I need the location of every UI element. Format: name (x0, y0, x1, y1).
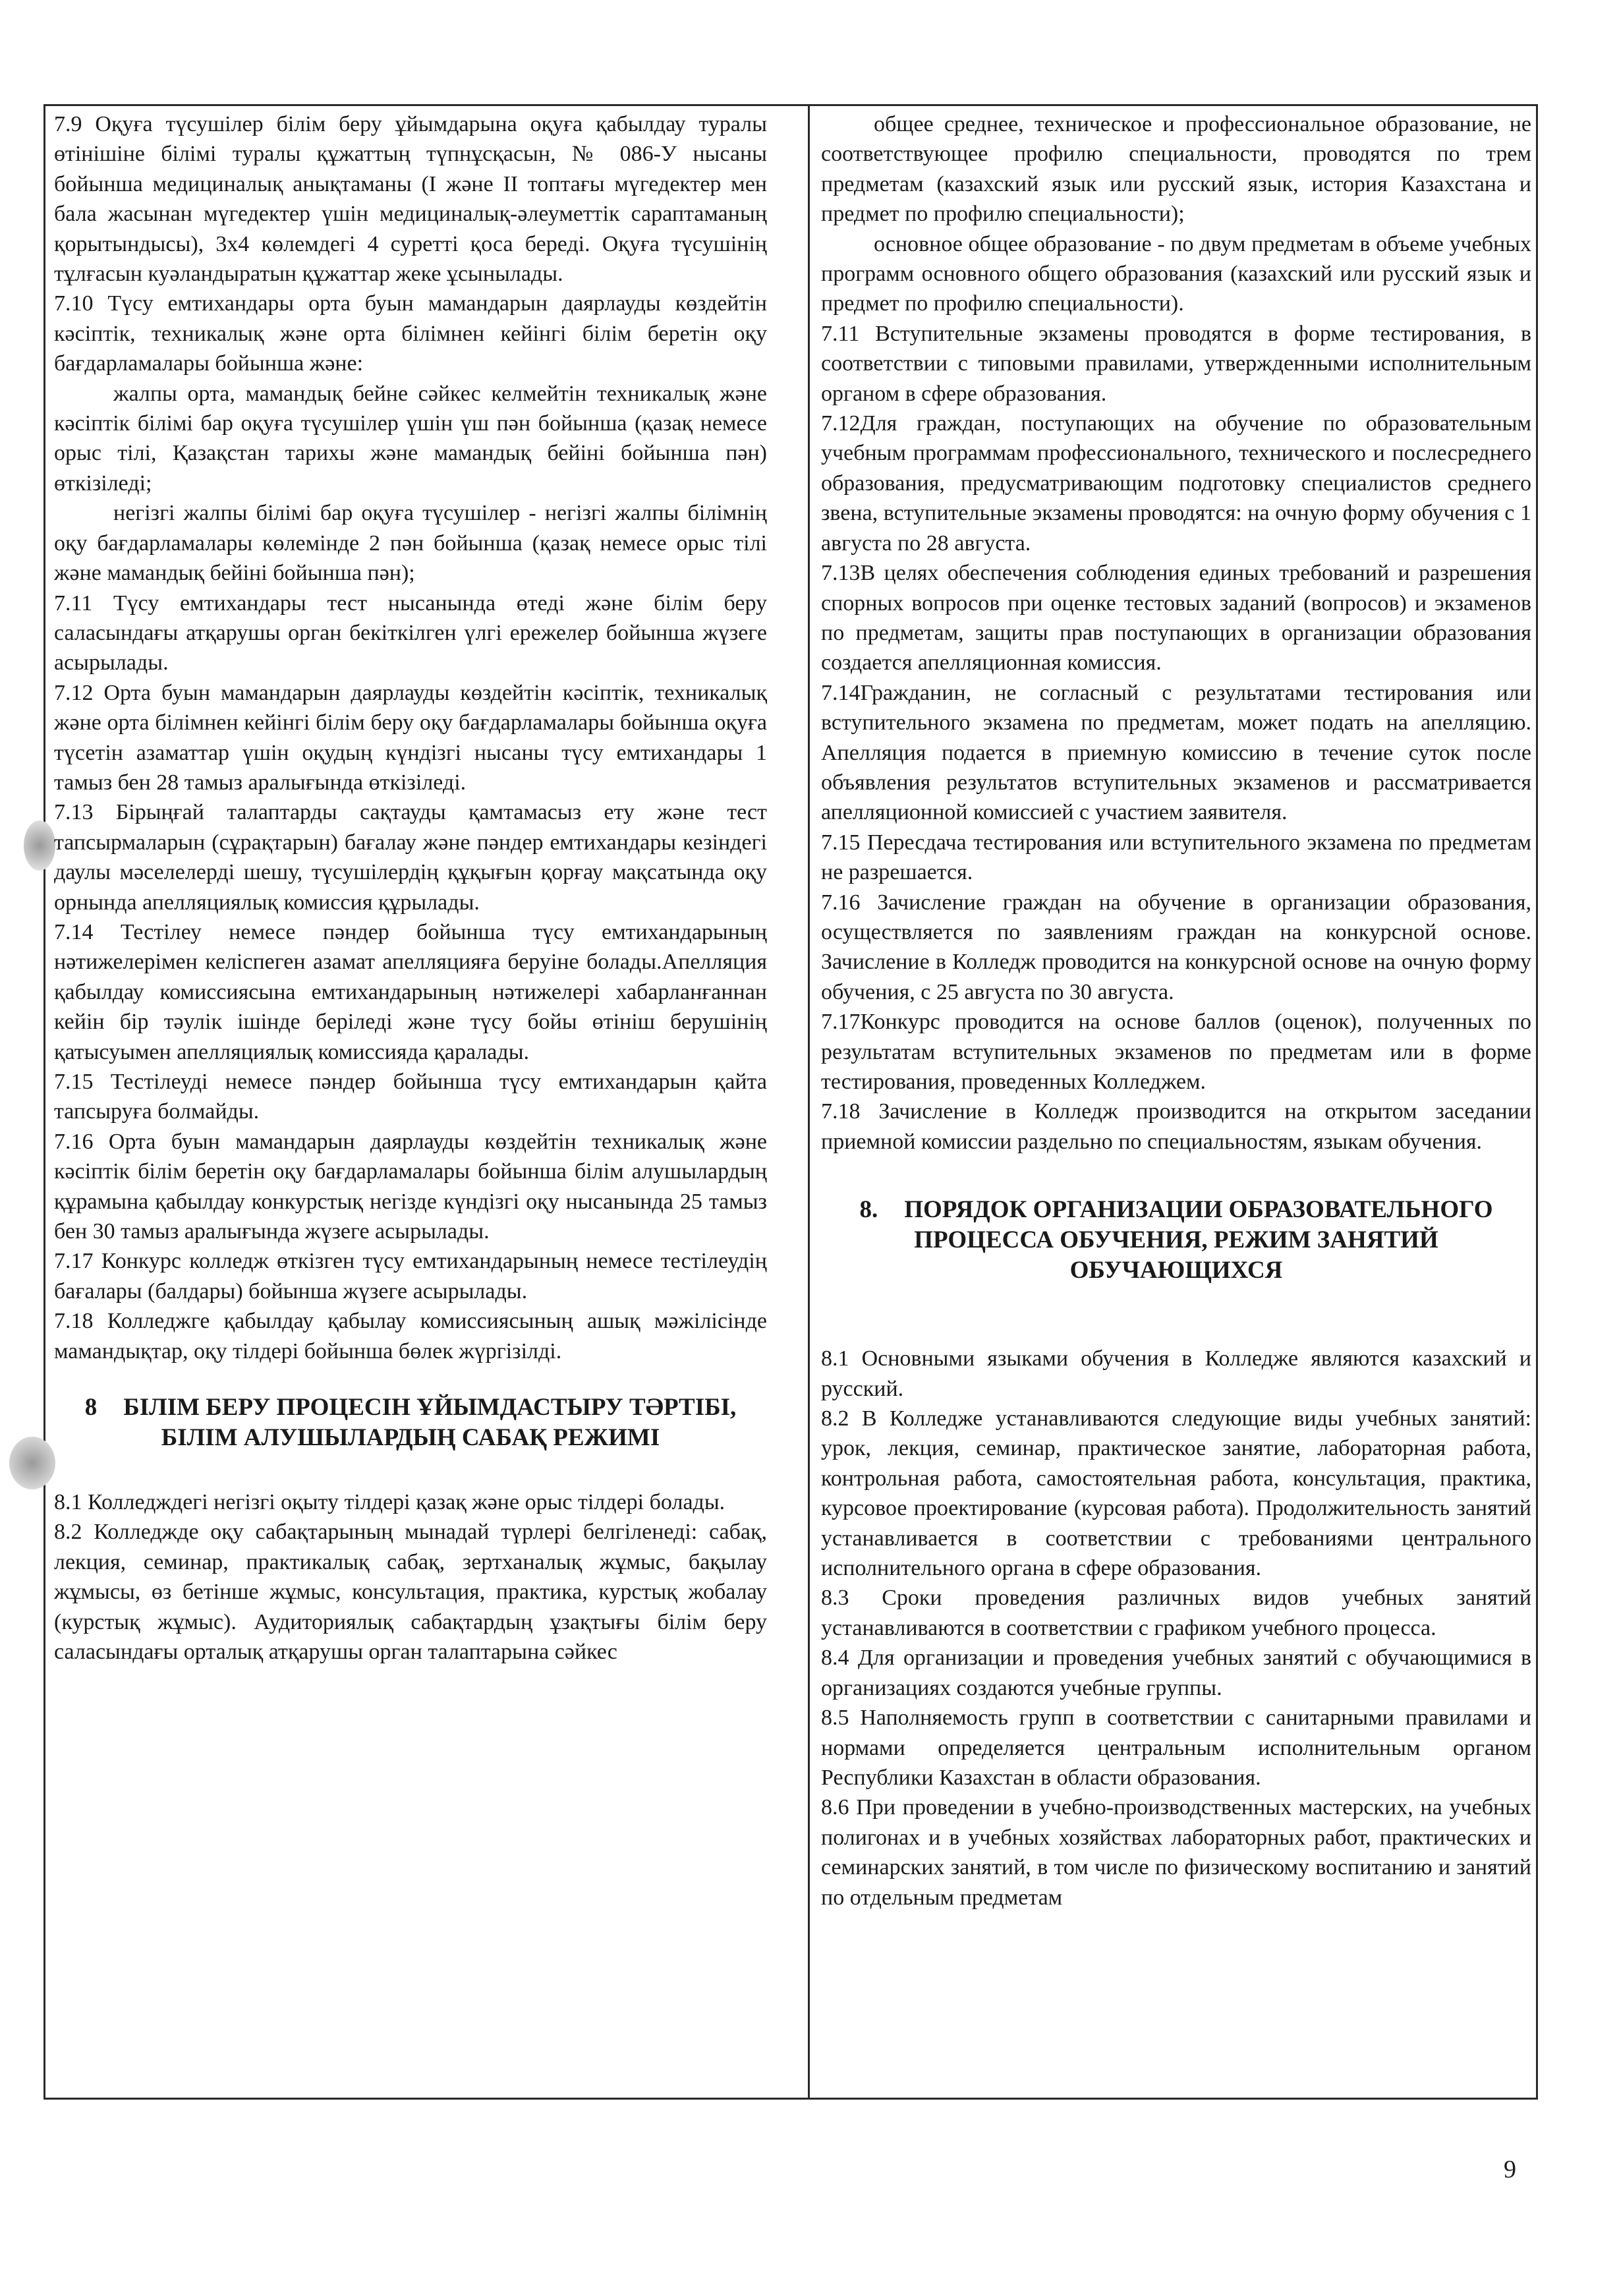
paragraph-7-10: 7.10 Түсу емтихандары орта буын мамандарын даярлауды көздейтін кәсіптік, техникалық және орта білімнен кейінгі білім беретін оқу бағдарламалары бойынша және: (54, 291, 767, 376)
paragraph-7-17: 7.17 Конкурс колледж өткізген түсу емтихандарының немесе тестілеудің бағалары (балдары) бойынша жүзеге асырылады. (54, 1249, 767, 1304)
paragraph-7-10-basic: негізгі жалпы білімі бар оқуға түсушілер - негізгі жалпы білімнің оқу бағдарламалары көлемінде 2 пән бойынша (қазақ немесе орыс тілі және мамандық бейіні бойынша пән); (54, 501, 767, 586)
paragraph-7-17: 7.17Конкурс проводится на основе баллов (оценок), полученных по результатам вступительных экзаменов по предметам или в форме тестирования, проведенных Колледжем. (821, 1010, 1531, 1094)
paragraph-7-14: 7.14Гражданин, не согласный с результатами тестирования или вступительного экзамена по предметам, может подать на апелляцию. Апелляция подается в приемную комиссию в течение суток после объявления результатов вступительных экзаменов и рассматривается апелляционной комиссией с участием заявителя. (821, 680, 1531, 825)
paragraph-7-15: 7.15 Пересдача тестирования или вступительного экзамена по предметам не разрешается. (821, 830, 1531, 885)
paragraph-8-1: 8.1 Колледждегі негізгі оқыту тілдері қазақ және орыс тілдері болады. (54, 1490, 725, 1515)
paragraph-7-11: 7.11 Вступительные экзамены проводятся в форме тестирования, в соответствии с типовыми правилами, утвержденными исполнительным органом в сфере образования. (821, 321, 1531, 406)
punch-hole-bottom (9, 1437, 55, 1489)
section-title: ПОРЯДОК ОРГАНИЗАЦИИ ОБРАЗОВАТЕЛЬНОГО ПРОЦЕССА ОБУЧЕНИЯ, РЕЖИМ ЗАНЯТИЙ ОБУЧАЮЩИХСЯ (904, 1196, 1493, 1284)
section-8-heading (828, 1195, 1525, 1286)
paragraph-8-6: 8.6 При проведении в учебно-производственных мастерских, на учебных полигонах и в учебных хозяйствах лабораторных работ, практических и семинарских занятий, в том числе по физическому воспитанию и занятий по отдельным предметам (821, 1795, 1531, 1910)
column-divider (808, 104, 810, 2100)
paragraph-8-2: 8.2 Колледжде оқу сабақтарының мынадай түрлері белгіленеді: сабақ, лекция, семинар, практикалық сабақ, зертханалық жұмыс, бақылау жұмысы, өз бетінше жұмыс, консультация, практика, курстық жобалау (курстық жұмыс). Аудиториялық сабақтардың ұзақтығы білім беру саласындағы орталық атқарушы орган талаптарына сәйкес (54, 1520, 767, 1665)
paragraph-8-5: 8.5 Наполняемость групп в соответствии с санитарными правилами и нормами определяется центральным исполнительным органом Республики Казахстан в области образования. (821, 1706, 1531, 1790)
punch-hole-top (24, 820, 55, 871)
paragraph-basic-general: основное общее образование - по двум предметам в объеме учебных программ основного общего образования (казахский или русский язык и предмет по профилю специальности). (821, 231, 1531, 316)
section-title: БІЛІМ БЕРУ ПРОЦЕСІН ҰЙЫМДАСТЫРУ ТӘРТІБІ, БІЛІМ АЛУШЫЛАРДЫҢ САБАҚ РЕЖИМІ (123, 1394, 737, 1452)
paragraph-7-12: 7.12Для граждан, поступающих на обучение по образовательным учебным программам профессионального, технического и послесреднего образования, предусматривающим подготовку специалистов среднего звена, вступительные экзамены проводятся: на очную форму обучения с 1 августа по 28 августа. (821, 411, 1531, 556)
paragraph-7-16: 7.16 Орта буын мамандарын даярлауды көздейтін техникалық және кәсіптік білім беретін оқу бағдарламалары бойынша білім алушылардың құрамына қабылдау конкурстық негізде күндізгі оқу нысанында 25 тамыз бен 30 тамыз аралығында жүзеге асырылады. (54, 1129, 767, 1244)
section-number: 8 (84, 1394, 98, 1421)
section-8-heading (67, 1392, 754, 1453)
paragraph-7-15: 7.15 Тестілеуді немесе пәндер бойынша түсу емтихандарын қайта тапсыруға болмайды. (54, 1070, 767, 1124)
paragraph-7-18: 7.18 Колледжге қабылдау қабылау комиссиясының ашық мәжілісінде мамандықтар, оқу тілдері бойынша бөлек жүргізілді. (54, 1309, 767, 1363)
paragraph-7-10-general: жалпы орта, мамандық бейне сәйкес келмейтін техникалық және кәсіптік білімі бар оқуға түсушілер үшін үш пән бойынша (қазақ немесе орыс тілі, Қазақстан тарихы және мамандық бейіні бойынша пән) өткізіледі; (54, 381, 767, 496)
section-number: 8. (859, 1196, 878, 1224)
paragraph-7-18: 7.18 Зачисление в Колледж производится на открытом заседании приемной комиссии раздельно по специальностям, языкам обучения. (821, 1099, 1531, 1154)
paragraph-7-13: 7.13 Бірыңғай талаптарды сақтауды қамтамасыз ету және тест тапсырмаларын (сұрақтарын) бағалау және пәндер емтихандары кезіндегі даулы мәселелерді шешу, түсушілердің құқығын қорғау мақсатында оқу орнында апелляциялық комиссия құрылады. (54, 800, 767, 915)
paragraph-7-16: 7.16 Зачисление граждан на обучение в организации образования, осуществляется по заявлениям граждан на конкурсной основе. Зачисление в Колледж проводится на конкурсной основе на очную форму обучения, с 25 августа по 30 августа. (821, 890, 1531, 1004)
paragraph-8-4: 8.4 Для организации и проведения учебных занятий с обучающимися в организациях создаются учебные группы. (821, 1646, 1531, 1700)
paragraph-8-2: 8.2 В Колледже устанавливаются следующие виды учебных занятий: урок, лекция, семинар, практическое занятие, лабораторная работа, контрольная работа, самостоятельная работа, консультация, практика, курсовое проектирование (курсовая работа). Продолжительность занятий устанавливается в соответствии с требованиями центрального исполнительного органа в сфере образования. (821, 1406, 1531, 1581)
paragraph-8-1: 8.1 Основными языками обучения в Колледже являются казахский и русский. (821, 1346, 1531, 1401)
paragraph-general-secondary: общее среднее, техническое и профессиональное образование, не соответствующее профилю специальности, проводятся по трем предметам (казахский язык или русский язык, история Казахстана и предмет по профилю специальности); (821, 112, 1531, 227)
left-column-kazakh (54, 109, 767, 1667)
paragraph-7-9: 7.9 Оқуға түсушілер білім беру ұйымдарына оқуға қабылдау туралы өтінішіне білімі туралы құжаттың түпнұсқасын, № 086-У нысаны бойынша медициналық анықтаманы (I және II топтағы мүгедектер мен бала жасынан мүгедектер үшін медициналық-әлеуметтік сараптаманың қорытындысы), 3x4 көлемдегі 4 суретті қоса береді. Оқуға түсушінің тұлғасын куәландыратын құжаттар жеке ұсынылады. (54, 112, 767, 287)
paragraph-8-3: 8.3 Сроки проведения различных видов учебных занятий устанавливаются в соответствии с графиком учебного процесса. (821, 1586, 1531, 1640)
paragraph-7-14: 7.14 Тестілеу немесе пәндер бойынша түсу емтихандарының нәтижелерімен келіспеген азамат апелляцияға беруіне болады.Апелляция қабылдау комиссиясына емтихандарының нәтижелері хабарланғаннан кейін бір тәулік ішінде беріледі және түсу бойы өтініш берушінің қатысуымен апелляциялық комиссияда қаралады. (54, 919, 767, 1064)
paragraph-7-12: 7.12 Орта буын мамандарын даярлауды көздейтін кәсіптік, техникалық және орта білімнен кейінгі білім беру оқу бағдарламалары бойынша оқуға түсетін азаматтар үшін оқудың күндізгі нысаны түсу емтихандары 1 тамыз бен 28 тамыз аралығында өткізіледі. (54, 680, 767, 795)
page-number: 9 (1504, 2156, 1516, 2183)
right-column-russian (821, 109, 1531, 1912)
paragraph-7-13: 7.13В целях обеспечения соблюдения единых требований и разрешения спорных вопросов при оценке тестовых заданий (вопросов) и экзаменов по предметам, защиты прав поступающих в организации образования создается апелляционная комиссия. (821, 561, 1531, 675)
paragraph-7-11: 7.11 Түсу емтихандары тест нысанында өтеді және білім беру саласындағы атқарушы орган бекіткілген үлгі ережелер бойынша жүзеге асырылады. (54, 590, 767, 675)
